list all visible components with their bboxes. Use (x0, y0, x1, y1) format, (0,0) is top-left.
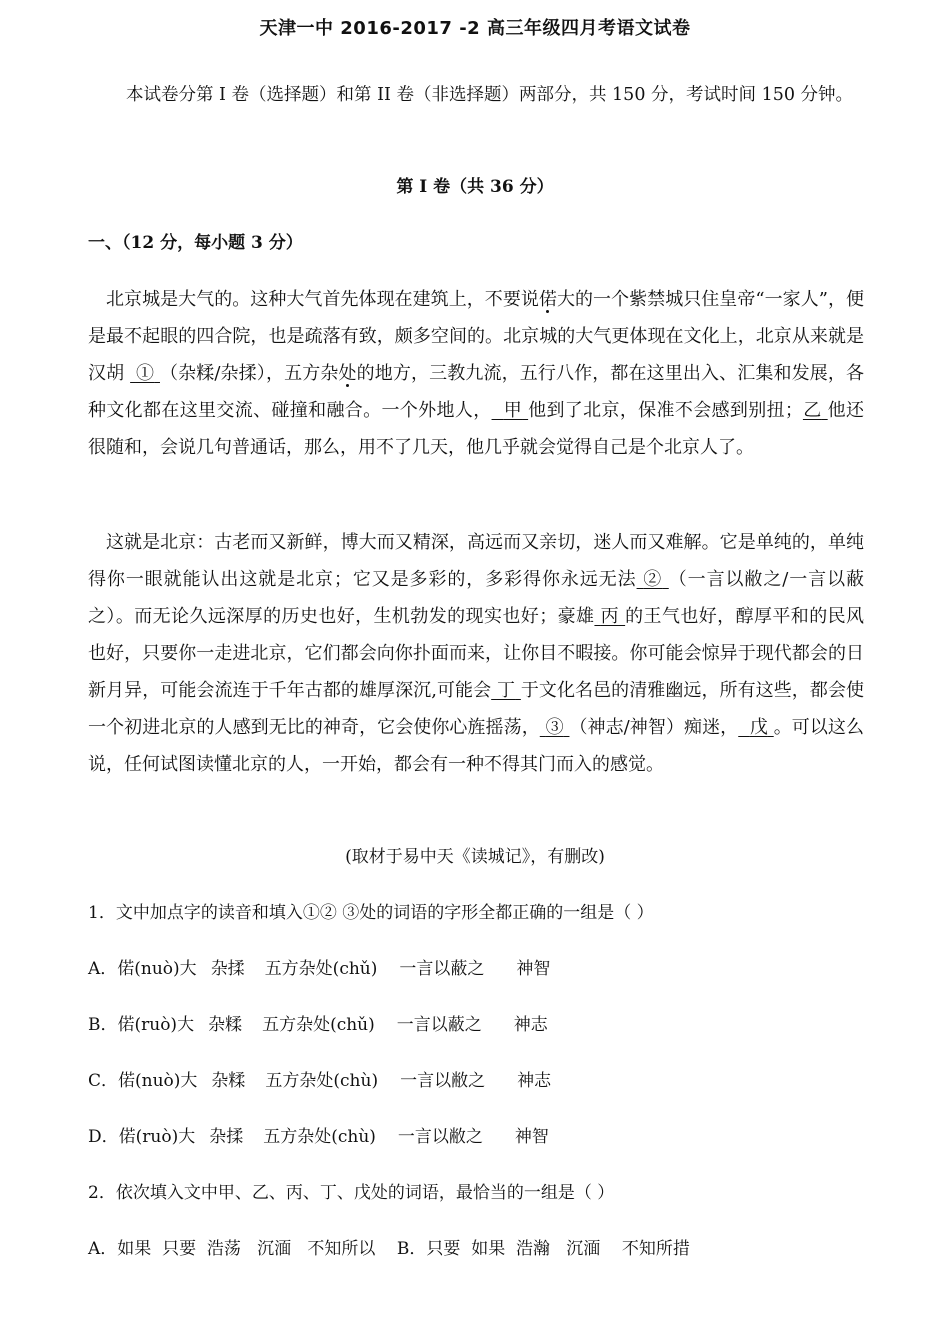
passage-paragraph-1 (88, 281, 864, 466)
text-run: （杂糅/杂揉），五方杂 (159, 363, 339, 384)
dotted-char: 偌 (538, 289, 557, 310)
text-run: （神志/神智）痴迷， (569, 717, 739, 738)
blank-label: 乙 (802, 400, 822, 421)
option-text: 神志 (513, 1015, 548, 1035)
question-1-option-c (88, 1066, 551, 1091)
question-1-stem: 1．文中加点字的读音和填入①② ③处的词语的字形全都正确的一组是（ ） (88, 903, 654, 923)
blank-ding (491, 680, 521, 701)
blank-label: ① (135, 363, 155, 384)
exam-intro: 本试卷分第 I 卷（选择题）和第 II 卷（非选择题）两部分，共 150 分，考试时间 150 分钟。 (126, 85, 854, 105)
option-text: 一言以蔽之 (396, 1015, 482, 1035)
text-run: 他还很随和，会说几句普通话，那么，用不了几天，他几乎就会觉得自己是个北京人了。 (88, 400, 865, 458)
option-text: 五方杂处(chù) (265, 1071, 379, 1091)
blank-1 (130, 363, 160, 384)
text-run: 这就是北京：古老而又新鲜，博大而又精深，高远而又亲切，迷人而又难解。它是单纯的，单纯得你一眼就能认出这就是北京；它又是多彩的，多彩得你永远无法 (88, 532, 864, 590)
option-text: 神志 (517, 1071, 552, 1091)
blank-label: 甲 (503, 400, 523, 421)
question-2-stem: 2．依次填入文中甲、乙、丙、丁、戊处的词语，最恰当的一组是（ ） (88, 1183, 615, 1203)
blank-wu (738, 717, 773, 738)
option-text: 五方杂处(chǔ) (262, 1015, 375, 1035)
blank-label: ③ (545, 717, 564, 738)
option-text: A．偌(nuò)大 (88, 959, 197, 979)
option-text: D．偌(ruò)大 (88, 1127, 196, 1147)
text-run: 的王气也好，醇厚平和的民风也好，只要你一走进北京，它们都会向你扑面而来，让你目不暇接。你可能会惊异于现代都会的日新月异，可能会流连于千年古都的雄厚深沉,可能会 (88, 606, 865, 701)
text-run: 北京城是大气的。这种大气首先体现在建筑上，不要说 (106, 289, 539, 310)
source-citation: (取材于易中天《读城记》，有删改) (345, 847, 605, 867)
blank-2 (637, 569, 669, 590)
question-1-option-a (88, 954, 550, 979)
blank-label: ② (643, 569, 663, 590)
blank-label: 戊 (749, 717, 768, 738)
option-text: 神智 (514, 1127, 549, 1147)
text-run: 他到了北京，保准不会感到别扭； (528, 400, 803, 421)
text-run: 。可以这么说，任何试图读懂北京的人，一开始，都会有一种不得其门而入的感觉。 (88, 717, 864, 775)
option-text: 杂糅 (208, 1015, 243, 1035)
option-text: 杂糅 (211, 1071, 246, 1091)
option-text: 神智 (516, 959, 551, 979)
option-text: 一言以敝之 (400, 1071, 486, 1091)
passage-paragraph-2 (88, 524, 864, 783)
blank-label: 丁 (496, 680, 516, 701)
option-text: 杂揉 (210, 959, 245, 979)
blank-yi (803, 400, 828, 421)
question-1-option-d (88, 1122, 549, 1147)
option-text: C．偌(nuò)大 (88, 1071, 198, 1091)
text-run: 于文化名邑的清雅幽远，所有这些，都会使一个初进北京的人感到无比的神奇，它会使你心旌摇荡， (88, 680, 865, 738)
option-text: 五方杂处(chǔ) (264, 959, 378, 979)
exam-title: 天津一中 2016-2017 -2 高三年级四月考语文试卷 (259, 18, 691, 39)
dotted-char: 处 (338, 363, 357, 384)
question-2-options: A．如果 只要 浩荡 沉湎 不知所以 B．只要 如果 浩瀚 沉湎 不知所措 (88, 1239, 690, 1259)
blank-bing (594, 606, 625, 627)
option-text: B．偌(ruò)大 (88, 1015, 195, 1035)
option-text: 杂揉 (209, 1127, 244, 1147)
text-run: 大的一个紫禁城只住皇帝“一家人”，便是最不起眼的四合院，也是疏落有致，颇多空间的。北京城的大气更体现在文化上，北京从来就是汉胡 (88, 289, 865, 384)
option-text: 一言以蔽之 (399, 959, 485, 979)
blank-jia (492, 400, 529, 421)
text-run: （一言以敝之/一言以蔽之）。而无论久远深厚的历史也好，生机勃发的现实也好；豪雄 (88, 569, 864, 627)
blank-3 (540, 717, 570, 738)
blank-label: 丙 (600, 606, 619, 627)
option-text: 一言以敝之 (397, 1127, 483, 1147)
question-1-option-b (88, 1010, 548, 1035)
text-run: 的地方，三教九流，五行八作，都在这里出入、汇集和发展，各种文化都在这里交流、碰撞和融合。一个外地人， (88, 363, 865, 421)
section-heading: 第 I 卷（共 36 分） (396, 177, 554, 197)
option-text: 五方杂处(chù) (263, 1127, 376, 1147)
part-heading: 一、（12 分，每小题 3 分） (88, 233, 303, 253)
